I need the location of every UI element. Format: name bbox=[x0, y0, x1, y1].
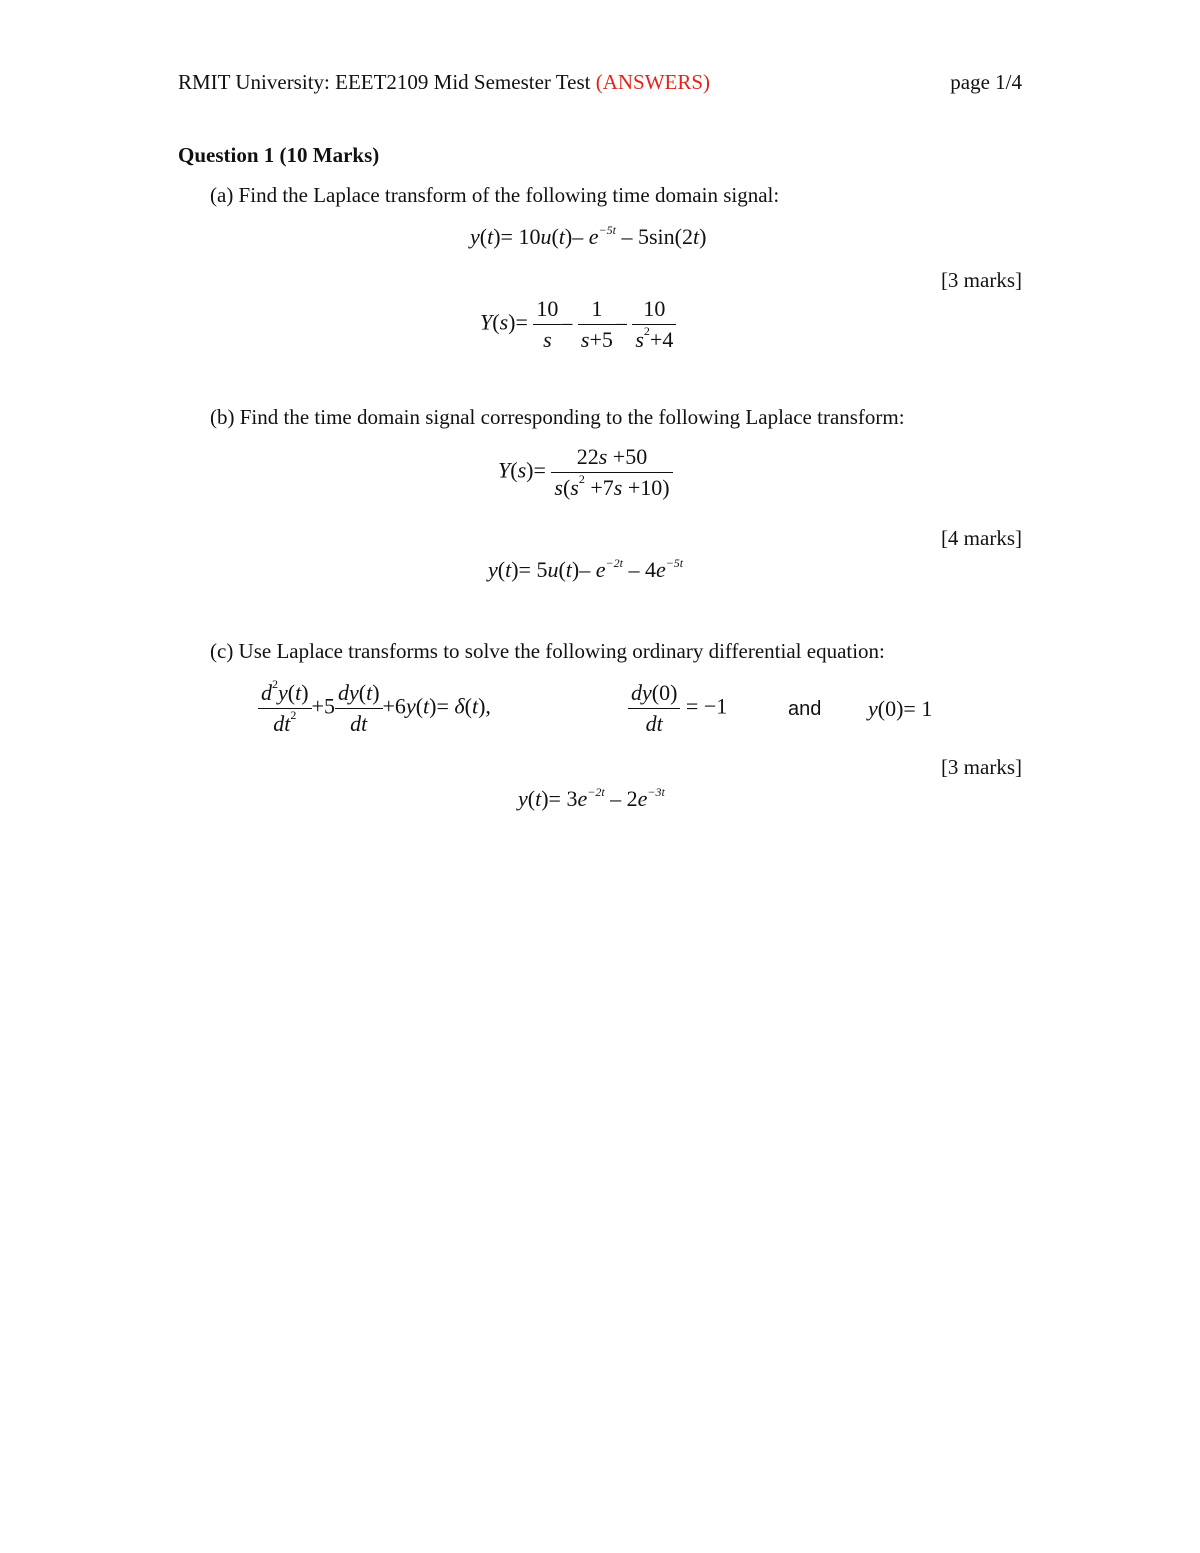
part-c-answer-equation: $y(t)= 3e^{-2t} - 2e^{-3t}$ bbox=[518, 785, 665, 811]
part-c-marks: [3 marks] bbox=[940, 755, 1022, 779]
part-c-initial-value: y(0)= 1 bbox=[868, 696, 933, 721]
question-title: Question 1 (10 Marks) bbox=[178, 143, 380, 167]
part-b-answer-equation: y(t)= 5u(t)– $e^{-2t} - 4e^{-5t}$ bbox=[488, 556, 684, 582]
part-b-prompt: (b) Find the time domain signal corresponding to the following Laplace transform: bbox=[210, 405, 905, 429]
part-a-prompt: (a) Find the Laplace transform of the following time domain signal: bbox=[210, 183, 780, 207]
header-title: RMIT University: EEET2109 Mid Semester Test bbox=[178, 70, 596, 94]
part-c-initial-derivative: $\frac{dy(0)}{dt}$ = −1 bbox=[628, 680, 727, 737]
part-a-answer-equation: Y(s)= $\frac{10}{s}$ – $\frac{1}{s+5}$ – $\frac{10}{s^2+4}$ bbox=[480, 296, 676, 353]
and-connector: and bbox=[788, 698, 822, 720]
part-a-marks: [3 marks] bbox=[940, 268, 1022, 292]
part-b-transform-equation: Y(s)= $\frac{22s +50}{s(s^2 +7s +10)}$ bbox=[498, 444, 673, 501]
part-c-ode-equation: $\frac{d^2y(t)}{dt^2}$ +5 $\frac{dy(t)}{dt}$ +6y(t)= δ(t), bbox=[258, 680, 491, 737]
page-number: page 1/4 bbox=[950, 70, 1022, 94]
part-b-marks: [4 marks] bbox=[940, 526, 1022, 550]
part-a-signal-equation: y(t)= 10u(t)– $e^{-5t} - 5\sin(2t)$ bbox=[470, 223, 707, 249]
part-c-prompt: (c) Use Laplace transforms to solve the following ordinary differential equation: bbox=[210, 639, 885, 663]
answers-tag: (ANSWERS) bbox=[595, 70, 711, 94]
page-header bbox=[178, 70, 710, 95]
